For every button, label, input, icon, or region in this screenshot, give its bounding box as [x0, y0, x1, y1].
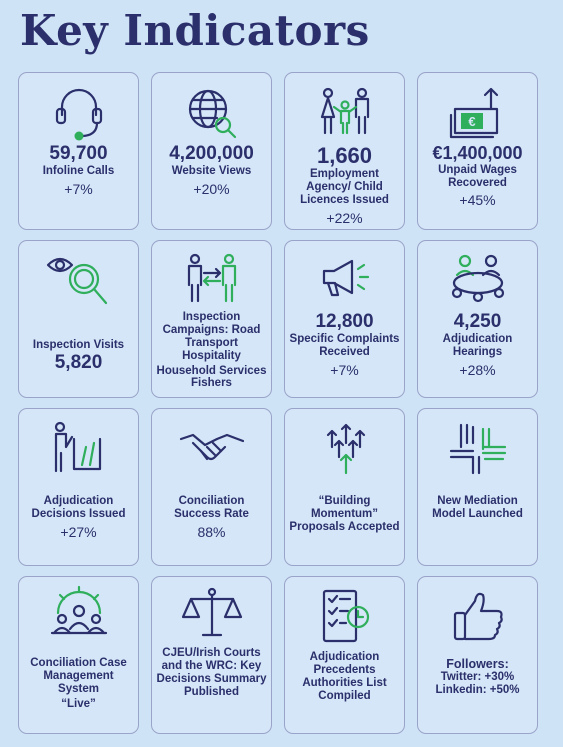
wages-change: +45%	[459, 192, 496, 209]
person-at-board-icon	[44, 417, 114, 495]
website-change: +20%	[193, 180, 230, 197]
momentum-label: “Building Momentum” Proposals Accepted	[289, 495, 400, 533]
case-management-card	[18, 576, 139, 734]
globe-search-icon	[177, 81, 247, 143]
complaints-card	[284, 240, 405, 398]
licences-change: +22%	[326, 209, 363, 226]
megaphone-icon	[310, 249, 380, 311]
meeting-table-icon	[443, 249, 513, 311]
hearings-value: 4,250	[453, 311, 502, 332]
cjeu-card	[151, 576, 272, 734]
followers-label: Followers:	[446, 657, 509, 671]
svg-text:€: €	[467, 114, 476, 129]
eye-magnifier-icon	[44, 249, 114, 321]
scales-icon	[177, 585, 247, 647]
indicator-grid	[18, 72, 538, 734]
wages-value: €1,400,000	[432, 143, 523, 163]
infoline-label: Infoline Calls	[42, 164, 115, 177]
campaigns-label-2: Household Services Fishers	[156, 364, 267, 390]
thumbs-up-icon	[443, 585, 513, 657]
precedents-card	[284, 576, 405, 734]
case-management-live: “Live”	[61, 697, 96, 710]
decisions-card	[18, 408, 139, 566]
linkedin-followers: Linkedin: +50%	[435, 683, 520, 696]
hearings-change: +28%	[459, 361, 496, 378]
website-card	[151, 72, 272, 230]
money-arrow-icon	[443, 81, 513, 143]
conciliation-card	[151, 408, 272, 566]
handshake-icon	[177, 417, 247, 495]
inspection-visits-label: Inspection Visits	[32, 338, 125, 351]
family-icon	[310, 81, 380, 143]
inspection-visits-value: 5,820	[54, 351, 103, 373]
mediation-label: New Mediation Model Launched	[432, 495, 523, 520]
campaigns-card	[151, 240, 272, 398]
arrows-up-icon	[310, 417, 380, 495]
website-value: 4,200,000	[169, 143, 254, 164]
campaigns-label: Inspection Campaigns: Road Transport Hospitality	[162, 311, 261, 362]
website-label: Website Views	[171, 164, 252, 177]
case-management-label: Conciliation Case Management System	[30, 657, 127, 695]
wages-label: Unpaid Wages Recovered	[438, 163, 517, 189]
mediation-card	[417, 408, 538, 566]
conciliation-label: Conciliation Success Rate	[174, 495, 249, 520]
joined-hands-icon	[443, 417, 513, 495]
decisions-change: +27%	[60, 523, 97, 540]
followers-card	[417, 576, 538, 734]
complaints-value: 12,800	[315, 311, 374, 332]
infoline-change: +7%	[64, 180, 93, 197]
infoline-card	[18, 72, 139, 230]
cjeu-label: CJEU/Irish Courts and the WRC: Key Decisions Summary Published	[156, 647, 267, 698]
licences-card	[284, 72, 405, 230]
momentum-card	[284, 408, 405, 566]
infoline-value: 59,700	[49, 143, 108, 164]
conciliation-rate: 88%	[197, 523, 226, 540]
checklist-clock-icon	[310, 585, 380, 651]
headset-icon	[44, 81, 114, 143]
page-title: Key Indicators	[20, 6, 370, 55]
hearings-label: Adjudication Hearings	[442, 332, 513, 358]
licences-value: 1,660	[316, 143, 373, 168]
wages-card	[417, 72, 538, 230]
people-exchange-icon	[177, 249, 247, 311]
twitter-followers: Twitter: +30%	[440, 671, 515, 683]
inspection-visits-card	[18, 240, 139, 398]
hearings-card	[417, 240, 538, 398]
complaints-label: Specific Complaints Received	[289, 332, 400, 358]
decisions-label: Adjudication Decisions Issued	[31, 495, 126, 520]
gear-team-icon	[44, 585, 114, 657]
precedents-label: Adjudication Precedents Authorities List Compiled	[302, 651, 387, 702]
licences-label: Employment Agency/ Child Licences Issued	[300, 168, 389, 207]
complaints-change: +7%	[330, 361, 359, 378]
